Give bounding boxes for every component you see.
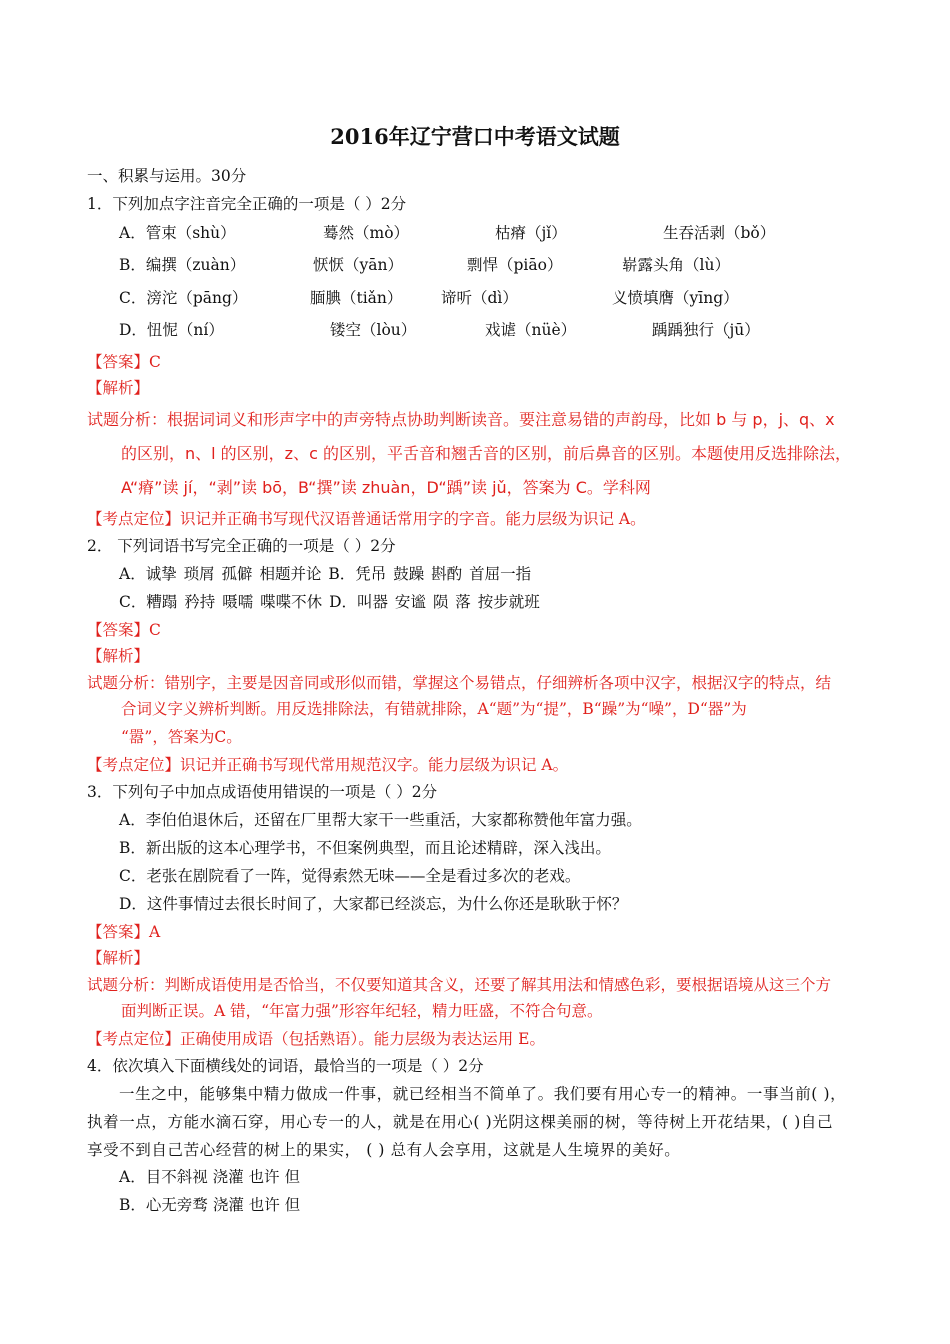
q2-knowledge-point: 【考点定位】识记并正确书写现代常用规范汉字。能力层级为识记 A。 — [87, 756, 569, 774]
q1-option-b-word4: 崭露头角（lù） — [622, 256, 730, 274]
page-title: 2016年辽宁营口中考语文试题 — [330, 124, 620, 149]
q3-analysis-line: 面判断正误。A 错，“年富力强”形容年纪轻，精力旺盛，不符合句意。 — [121, 1002, 603, 1020]
q2-stem: 2． 下列词语书写完全正确的一项是（ ）2分 — [87, 537, 396, 555]
q3-analysis-label: 【解析】 — [87, 949, 150, 967]
q4-passage-line: 一生之中，能够集中精力做成一件事，就已经相当不简单了。我们要有用心专一的精神。一事当前( )， — [119, 1085, 847, 1103]
q1-option-a: A．管束（shù） — [119, 224, 236, 242]
q1-option-c-word4: 义愤填膺（yīng） — [612, 289, 739, 307]
q1-option-d-word2: 镂空（lòu） — [330, 321, 417, 339]
q1-option-c-word3: 谛听（dì） — [441, 289, 518, 307]
q2-analysis-line: 试题分析：错别字，主要是因音同或形似而错，掌握这个易错点，仔细辨析各项中汉字，根据汉字的特点，结 — [87, 674, 832, 692]
q1-option-d: D．忸怩（ní） — [119, 321, 224, 339]
q4-option: B．心无旁骛 浇灌 也许 但 — [119, 1196, 301, 1214]
q2-options-row: C．糟蹋 矜持 嗫嚅 喋喋不休 D．叫器 安谧 陨 落 按步就班 — [119, 593, 540, 611]
q3-option: C．老张在剧院看了一阵，觉得索然无味——全是看过多次的老戏。 — [119, 867, 581, 885]
q3-option: D．这件事情过去很长时间了，大家都已经淡忘，为什么你还是耿耿于怀？ — [119, 895, 628, 913]
q2-analysis-label: 【解析】 — [87, 647, 150, 665]
q1-analysis-label: 【解析】 — [87, 379, 150, 397]
q1-option-a-word4: 生吞活剥（bǒ） — [663, 224, 776, 242]
q1-analysis-line: 试题分析：根据词词义和形声字中的声旁特点协助判断读音。要注意易错的声韵母，比如 b 与 p，j、q、x — [87, 410, 835, 429]
q1-option-b-word3: 剽悍（piāo） — [467, 256, 563, 274]
q1-knowledge-point: 【考点定位】识记并正确书写现代汉语普通话常用字的字音。能力层级为识记 A。 — [87, 510, 646, 528]
q1-option-a-word3: 枯瘠（jǐ） — [495, 224, 567, 242]
q1-analysis-line: 的区别，n、l 的区别，z、c 的区别，平舌音和翘舌音的区别，前后鼻音的区别。本题使用反选排除法， — [121, 444, 851, 463]
q1-option-d-word4: 踽踽独行（jū） — [652, 321, 760, 339]
q3-analysis-line: 试题分析：判断成语使用是否恰当，不仅要知道其含义，还要了解其用法和情感色彩，要根据语境从这三个方 — [87, 976, 832, 994]
q1-option-a-word2: 蓦然（mò） — [323, 224, 410, 242]
q3-stem: 3．下列句子中加点成语使用错误的一项是（ ）2分 — [87, 783, 438, 801]
section-heading: 一、积累与运用。30分 — [87, 167, 247, 185]
q3-option: B．新出版的这本心理学书，不但案例典型，而且论述精辟，深入浅出。 — [119, 839, 611, 857]
q2-options-row: A．诚挚 琐屑 孤僻 相题并论 B．凭吊 鼓躁 斟酌 首屈一指 — [119, 565, 532, 583]
q1-option-c-word2: 腼腆（tiǎn） — [310, 289, 403, 307]
q1-answer: 【答案】C — [87, 353, 161, 371]
q1-stem: 1．下列加点字注音完全正确的一项是（ ）2分 — [87, 195, 407, 213]
q4-option: A．目不斜视 浇灌 也许 但 — [119, 1168, 300, 1186]
q3-answer: 【答案】A — [87, 923, 161, 941]
q3-knowledge-point: 【考点定位】正确使用成语（包括熟语）。能力层级为表达运用 E。 — [87, 1030, 545, 1048]
q4-passage-line: 享受不到自己苦心经营的树上的果实， ( ) 总有人会享用，这就是人生境界的美好。 — [87, 1141, 681, 1159]
q3-option: A．李伯伯退休后，还留在厂里帮大家干一些重活，大家都称赞他年富力强。 — [119, 811, 642, 829]
q1-analysis-line: A“瘠”读 jí，“剥”读 bō，B“撰”读 zhuàn，D“踽”读 jǔ，答案为 C。学科网 — [121, 478, 651, 497]
q2-analysis-line: “嚣”，答案为C。 — [121, 728, 242, 746]
q1-option-b: B．编撰（zuàn） — [119, 256, 246, 274]
q2-analysis-line: 合词义字义辨析判断。用反选排除法，有错就排除，A“题”为“提”，B“躁”为“噪”，D“器”为 — [121, 700, 747, 718]
q2-answer: 【答案】C — [87, 621, 161, 639]
q1-option-c: C．滂沱（pāng） — [119, 289, 248, 307]
q1-option-d-word3: 戏谑（nüè） — [485, 321, 577, 339]
q1-option-b-word2: 恹恹（yān） — [313, 256, 403, 274]
q4-passage-line: 执着一点，方能水滴石穿，用心专一的人，就是在用心( )光阴这棵美丽的树，等待树上开花结果，( )自己 — [87, 1113, 834, 1131]
q4-stem: 4．依次填入下面横线处的词语，最恰当的一项是（ ）2分 — [87, 1057, 484, 1075]
